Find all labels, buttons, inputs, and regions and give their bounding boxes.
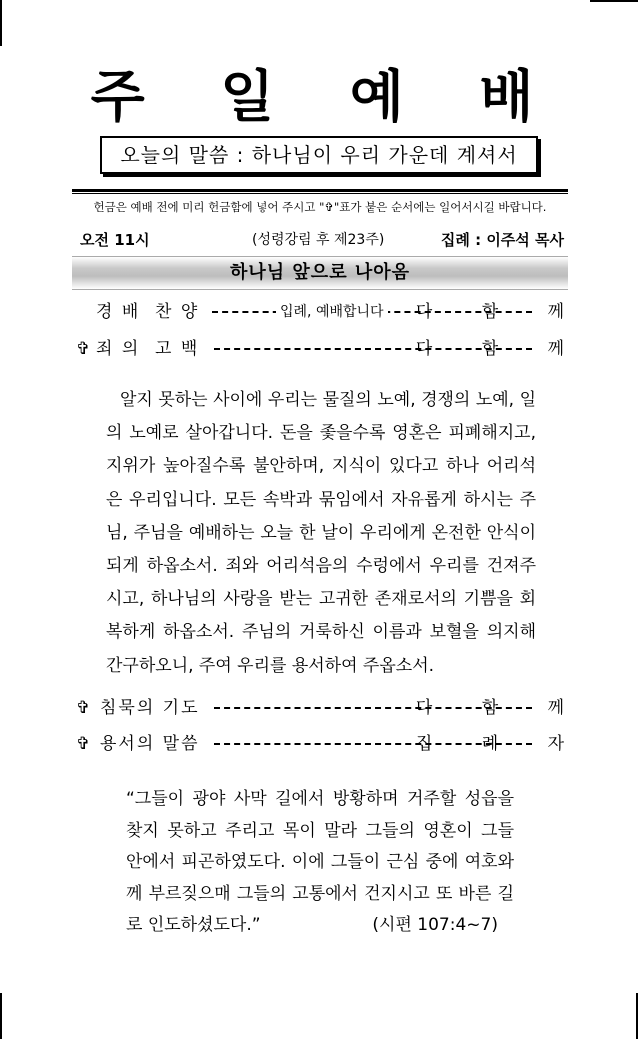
top-rule-thin — [72, 193, 568, 194]
order-item-participant: 다 함 께 — [415, 698, 586, 718]
section-title: 하나님 앞으로 나아옴 — [72, 256, 568, 290]
order-item-participant: 집 례 자 — [415, 734, 586, 754]
order-item-name: 용서의 말씀 — [100, 734, 200, 754]
scripture-reference: (시편 107:4~7) — [372, 915, 498, 935]
standing-cross-icon: ✞ — [76, 339, 91, 359]
order-item-silent-prayer — [72, 695, 586, 721]
order-item-participant: 다 함 께 — [415, 302, 586, 322]
offering-notice: 헌금은 예배 전에 미리 헌금함에 넣어 주시고 "✞"표가 붙은 순서에는 일어서시길 바랍니다. — [93, 200, 547, 214]
order-item-note: 입례, 예배합니다 — [276, 299, 388, 325]
scripture-text: “그들이 광야 사막 길에서 방황하며 거주할 성읍을 찾지 못하고 주리고 목이 말라 그들의 영혼이 그들 안에서 피곤하였도다. 이에 그들이 근심 중에 여호와께 부르짖으매 그들의 고통에서 건지시고 또 바른 길로 인도하셨도다.” — [126, 789, 514, 935]
order-item-name: 침묵의 기도 — [100, 698, 200, 718]
liturgical-season: (성령강림 후 제23주) — [252, 232, 385, 248]
crop-mark-top-right — [590, 0, 638, 2]
page-title: 주 일 예 배 — [90, 65, 562, 130]
crop-mark-top-left — [0, 0, 2, 46]
absolution-scripture — [126, 784, 514, 942]
crop-mark-bottom-left — [0, 993, 2, 1039]
officiant: 집례 : 이주석 목사 — [440, 231, 564, 249]
order-item-participant: 다 함 께 — [415, 339, 586, 359]
order-item-confession — [72, 336, 586, 362]
sermon-title-box: 오늘의 말씀 : 하나님이 우리 가운데 계셔서 — [100, 136, 538, 174]
order-item-praise — [72, 299, 586, 325]
standing-cross-icon: ✞ — [76, 698, 91, 718]
order-item-absolution — [72, 731, 586, 757]
service-info — [80, 229, 564, 251]
service-time: 오전 11시 — [80, 231, 150, 249]
standing-cross-icon: ✞ — [76, 734, 91, 754]
order-item-name: 경 배 찬 양 — [96, 302, 200, 322]
confession-prayer: 알지 못하는 사이에 우리는 물질의 노예, 경쟁의 노예, 일의 노예로 살아갑니다. 돈을 좇을수록 영혼은 피폐해지고, 지위가 높아질수록 불안하며, 지식이 있다고 하나 어리석은 우리입니다. 모든 속박과 묶임에서 자유롭게 하시는 주님, 주님을 예배하는 오늘 한 날이 우리에게 온전한 안식이 되게 하옵소서. 죄와 어리석음의 수렁에서 우리를 건져주시고, 하나님의 사랑을 받는 고귀한 존재로서의 기쁨을 회복하게 하옵소서. 주님의 거룩하신 이름과 보혈을 의지해 간구하오니, 주여 우리를 용서하여 주옵소서. — [106, 390, 536, 676]
top-rule-thick — [72, 189, 568, 192]
order-item-name: 죄 의 고 백 — [96, 339, 200, 359]
